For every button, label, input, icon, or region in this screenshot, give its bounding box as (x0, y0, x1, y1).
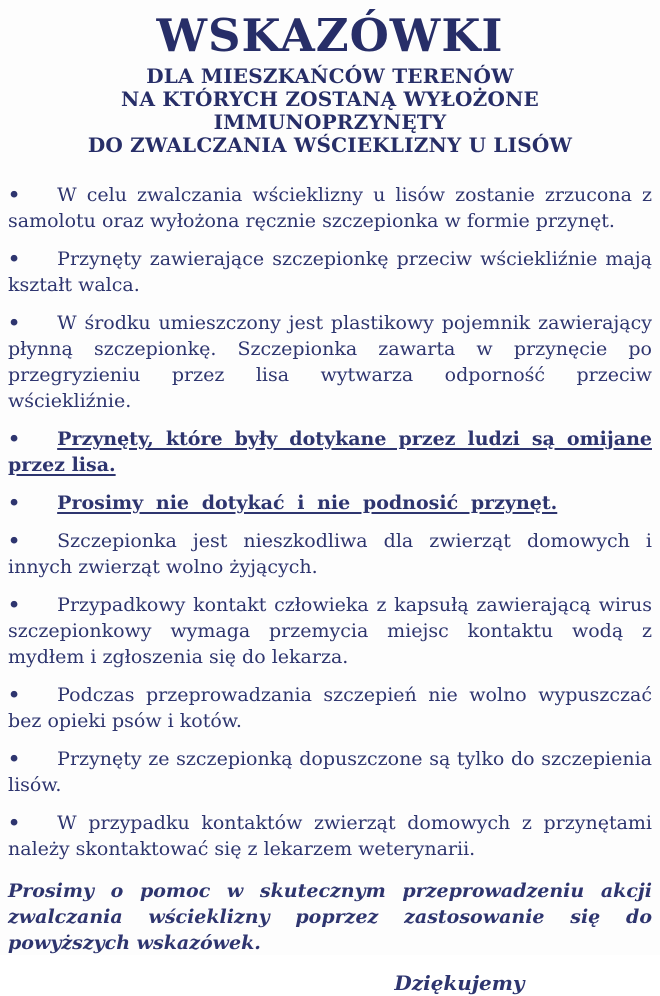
bullet-item (8, 682, 652, 734)
bullet-item (8, 592, 652, 670)
bullet-text: Przynęty zawierające szczepionkę przeciw wściekliźnie mają kształt walca. (8, 247, 652, 296)
bullet-icon: • (8, 683, 21, 706)
bullet-item (8, 746, 652, 798)
thank-you-signoff: Dziękujemy (394, 970, 525, 995)
bullet-item (8, 246, 652, 298)
bullet-text: Przypadkowy kontakt człowieka z kapsułą zawierającą wirus szczepionkowy wymaga przemycia miejsc kontaktu wodą z mydłem i zgłoszenia się do lekarza. (8, 593, 652, 668)
bullet-icon: • (8, 593, 21, 616)
bullet-text: Przynęty, które były dotykane przez ludzi są omijane przez lisa. (8, 427, 652, 476)
page-subtitle (8, 65, 652, 157)
closing-appeal: Prosimy o pomoc w skutecznym przeprowadzeniu akcji zwalczania wścieklizny poprzez zastosowanie się do powyższych wskazówek. (8, 879, 652, 954)
bullet-item-emphasized (8, 490, 652, 516)
page-title: WSKAZÓWKI (156, 9, 504, 62)
bullet-item (8, 810, 652, 862)
bullet-icon: • (8, 529, 21, 552)
bullet-item-emphasized (8, 426, 652, 478)
bullet-text: Szczepionka jest nieszkodliwa dla zwierząt domowych i innych zwierząt wolno żyjących. (8, 529, 652, 578)
bullet-item (8, 182, 652, 234)
bullet-list (8, 182, 652, 862)
bullet-icon: • (8, 747, 21, 770)
bullet-item (8, 310, 652, 414)
bullet-icon: • (8, 811, 21, 834)
bullet-icon: • (8, 247, 21, 270)
bullet-item (8, 528, 652, 580)
bullet-icon: • (8, 311, 21, 334)
bullet-text: Podczas przeprowadzania szczepień nie wolno wypuszczać bez opieki psów i kotów. (8, 683, 652, 732)
bullet-text: Przynęty ze szczepionką dopuszczone są tylko do szczepienia lisów. (8, 747, 652, 796)
bullet-icon: • (8, 491, 21, 514)
subtitle-line-1: DLA MIESZKAŃCÓW TERENÓW (146, 63, 514, 88)
bullet-icon: • (8, 183, 21, 206)
bullet-text: W przypadku kontaktów zwierząt domowych z przynętami należy skontaktować się z lekarzem weterynarii. (8, 811, 652, 860)
subtitle-line-3: DO ZWALCZANIA WŚCIEKLIZNY U LISÓW (87, 132, 573, 157)
bullet-icon: • (8, 427, 21, 450)
bullet-text: Prosimy nie dotykać i nie podnosić przynęt. (57, 491, 558, 514)
bullet-text: W celu zwalczania wścieklizny u lisów zostanie zrzucona z samolotu oraz wyłożona ręcznie szczepionka w formie przynęt. (8, 183, 652, 232)
subtitle-line-2: NA KTÓRYCH ZOSTANĄ WYŁOŻONE IMMUNOPRZYNĘTY (121, 86, 539, 134)
bullet-text: W środku umieszczony jest plastikowy pojemnik zawierający płynną szczepionkę. Szczepionka zawarta w przynęcie po przegryzieniu przez lisa wytwarza odporność przeciw wściekliźnie. (8, 311, 652, 412)
